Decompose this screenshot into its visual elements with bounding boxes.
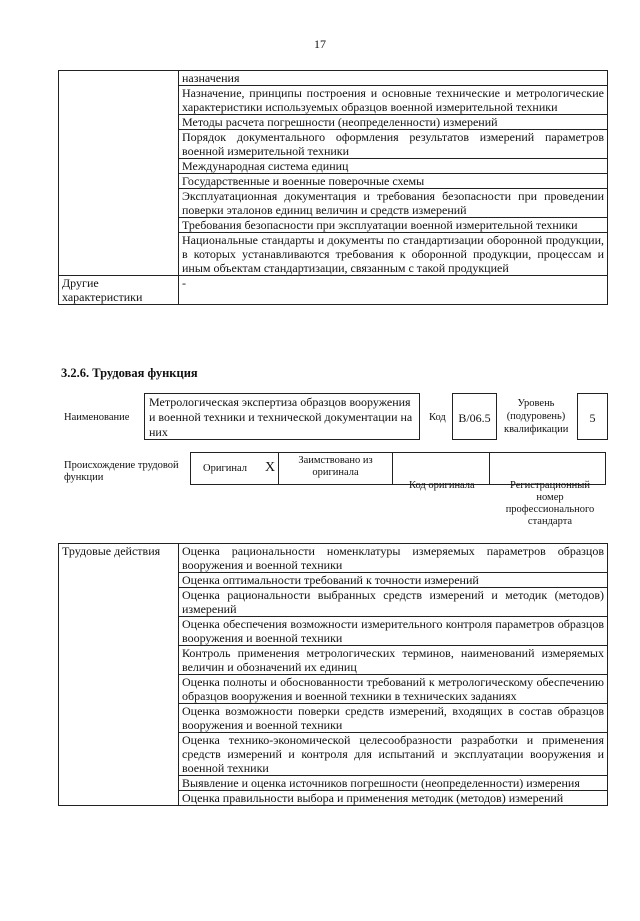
code-label: Код — [429, 412, 446, 423]
page-number: 17 — [314, 37, 326, 51]
labor-action-item: Оценка технико-экономической целесообразности разработки и применения средств измерений и контроля для испытаний и эксплуатации вооружения и военной техники — [179, 733, 608, 776]
name-label: Наименование — [64, 412, 130, 423]
original-mark: X — [265, 460, 276, 475]
level-label: Уровень (подуровень) квалификации — [504, 398, 569, 435]
other-characteristics-value: - — [179, 276, 608, 305]
knowledge-item: Порядок документального оформления результатов измерений параметров военной измерительной техники — [179, 130, 608, 159]
knowledge-item: Международная система единиц — [179, 159, 608, 174]
borrowed-cell — [278, 452, 393, 485]
labor-action-item: Контроль применения метрологических терминов, наименований измеряемых величин и обозначений их единиц — [179, 646, 608, 675]
knowledge-item: назначения — [179, 71, 608, 86]
borrowed-label: Заимствовано из оригинала — [298, 455, 373, 478]
labor-action-item: Оценка полноты и обоснованности требований к метрологическому обеспечению образцов вооружения и военной техники в технических заданиях — [179, 675, 608, 704]
other-characteristics-label: Другие характеристики — [59, 276, 179, 305]
section-heading: 3.2.6. Трудовая функция — [61, 366, 198, 380]
knowledge-item: Эксплуатационная документация и требования безопасности при проведении поверки эталонов единиц величин и средств измерений — [179, 189, 608, 218]
origin-label: Происхождение трудовой функции — [64, 460, 179, 483]
original-cell — [190, 452, 279, 485]
name-value: Метрологическая экспертиза образцов вооружения и военной техники и технической документации на них — [144, 393, 420, 440]
labor-actions-table — [58, 543, 608, 806]
level-value: 5 — [577, 393, 608, 440]
labor-action-item: Оценка рациональности выбранных средств измерений и методик (методов) измерений — [179, 588, 608, 617]
knowledge-item: Методы расчета погрешности (неопределенности) измерений — [179, 115, 608, 130]
knowledge-item: Назначение, принципы построения и основные технические и метрологические характеристики используемых образцов военной измерительной техники — [179, 86, 608, 115]
knowledge-item: Государственные и военные поверочные схемы — [179, 174, 608, 189]
labor-action-item: Оценка обеспечения возможности измерительного контроля параметров образцов вооружения и военной техники — [179, 617, 608, 646]
knowledge-label — [59, 71, 179, 276]
original-label: Оригинал — [203, 463, 247, 474]
labor-action-item: Оценка правильности выбора и применения методик (методов) измерений — [179, 791, 608, 806]
labor-action-item: Оценка оптимальности требований к точности измерений — [179, 573, 608, 588]
labor-action-item: Оценка рациональности номенклатуры измеряемых параметров образцов вооружения и военной техники — [179, 544, 608, 573]
knowledge-item: Национальные стандарты и документы по стандартизации оборонной продукции, в которых устанавливаются требования к оборонной продукции, процессам и иным объектам стандартизации, связанным с такой продукцией — [179, 233, 608, 276]
registration-number-label: Регистрационный номер профессионального стандарта — [505, 480, 595, 527]
labor-action-item: Выявление и оценка источников погрешности (неопределенности) измерения — [179, 776, 608, 791]
labor-actions-label: Трудовые действия — [59, 544, 179, 806]
knowledge-table — [58, 70, 608, 305]
code-original-label: Код оригинала — [409, 480, 475, 491]
code-value: B/06.5 — [452, 393, 497, 440]
labor-action-item: Оценка возможности поверки средств измерений, входящих в состав образцов вооружения и военной техники — [179, 704, 608, 733]
knowledge-item: Требования безопасности при эксплуатации военной измерительной техники — [179, 218, 608, 233]
